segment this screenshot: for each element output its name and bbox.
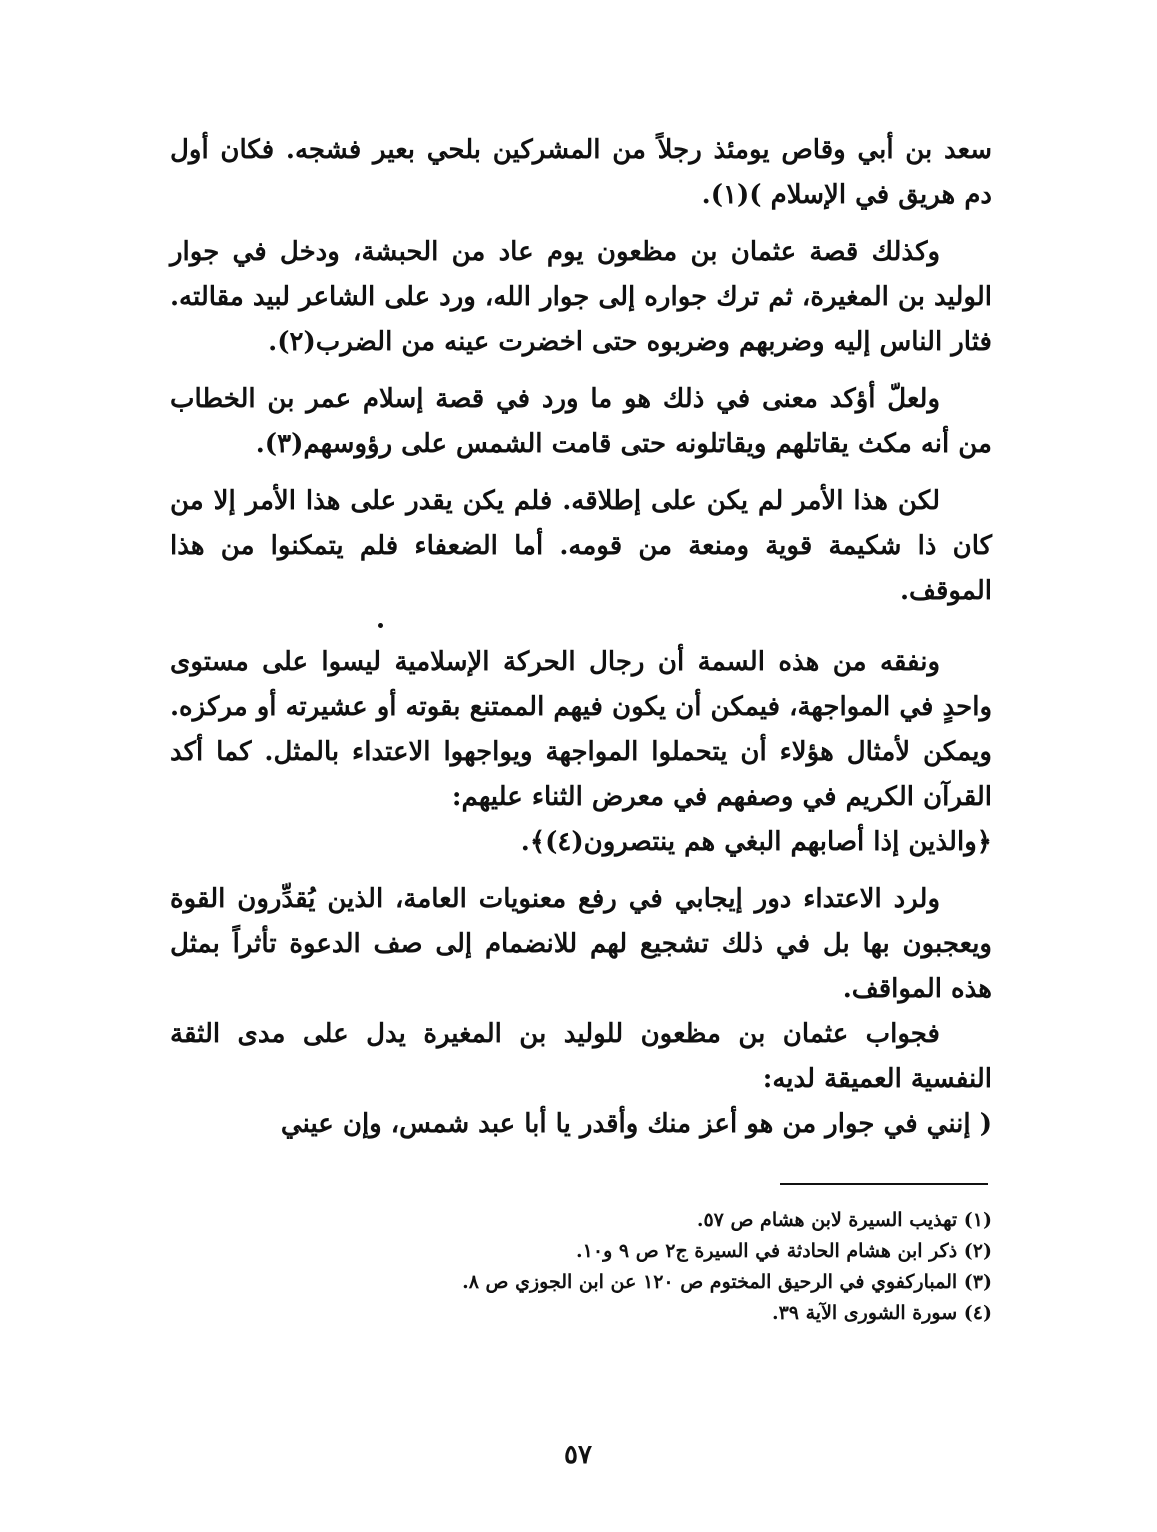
footnote-3: (٣) المباركفوي في الرحيق المختوم ص ١٢٠ عن ابن الجوزي ص ٨. — [462, 1271, 992, 1293]
paragraph-4: لكن هذا الأمر لم يكن على إطلاقه. فلم يكن يقدر على هذا الأمر إلا من كان ذا شكيمة قوية ومنعة من قومه. أما الضعفاء فلم يتمكنوا من هذا الموقف. — [170, 486, 992, 606]
quote-paragraph: ( إنني في جوار من هو أعز منك وأقدر يا أبا عبد شمس، وإن عيني — [280, 1109, 992, 1139]
paragraph-2: وكذلك قصة عثمان بن مظعون يوم عاد من الحبشة، ودخل في جوار الوليد بن المغيرة، ثم ترك جواره إلى جوار الله، ورد على الشاعر لبيد مقالته. فثار الناس إليه وضربهم وضربوه حتى اخضرت عينه من الضرب(٢). — [170, 237, 992, 357]
paragraph-1: سعد بن أبي وقاص يومئذ رجلاً من المشركين بلحي بعير فشجه. فكان أول دم هريق في الإسلام )(١). — [170, 135, 992, 210]
body-text — [170, 128, 992, 1159]
paragraph-5: ونفقه من هذه السمة أن رجال الحركة الإسلامية ليسوا على مستوى واحدٍ في المواجهة، فيمكن أن يكون فيهم الممتنع بقوته أو عشيرته أو مركزه. ويمكن لأمثال هؤلاء أن يتحملوا المواجهة ويواجهوا الاعتداء بالمثل. كما أكد القرآن الكريم في وصفهم في معرض الثناء عليهم: — [170, 647, 992, 812]
stray-dot — [378, 623, 383, 628]
paragraph-6: ولرد الاعتداء دور إيجابي في رفع معنويات العامة، الذين يُقدِّرون القوة ويعجبون بها بل في ذلك تشجيع لهم للانضمام إلى صف الدعوة تأثراً بمثل هذه المواقف. — [170, 884, 992, 1004]
paragraph-7: فجواب عثمان بن مظعون للوليد بن المغيرة يدل على مدى الثقة النفسية العميقة لديه: — [170, 1019, 992, 1094]
footnote-2: (٢) ذكر ابن هشام الحادثة في السيرة ج٢ ص ٩ و١٠. — [576, 1240, 992, 1262]
quran-verse: ﴿والذين إذا أصابهم البغي هم ينتصرون(٤)﴾. — [520, 827, 992, 857]
footnote-1: (١) تهذيب السيرة لابن هشام ص ٥٧. — [696, 1209, 992, 1231]
page-number: ٥٧ — [564, 1440, 592, 1470]
footnote-divider — [780, 1183, 988, 1185]
paragraph-3: ولعلّ أؤكد معنى في ذلك هو ما ورد في قصة إسلام عمر بن الخطاب من أنه مكث يقاتلهم ويقاتلونه حتى قامت الشمس على رؤوسهم(٣). — [170, 384, 992, 459]
footnote-4: (٤) سورة الشورى الآية ٣٩. — [771, 1302, 992, 1324]
footnotes — [300, 1205, 992, 1329]
